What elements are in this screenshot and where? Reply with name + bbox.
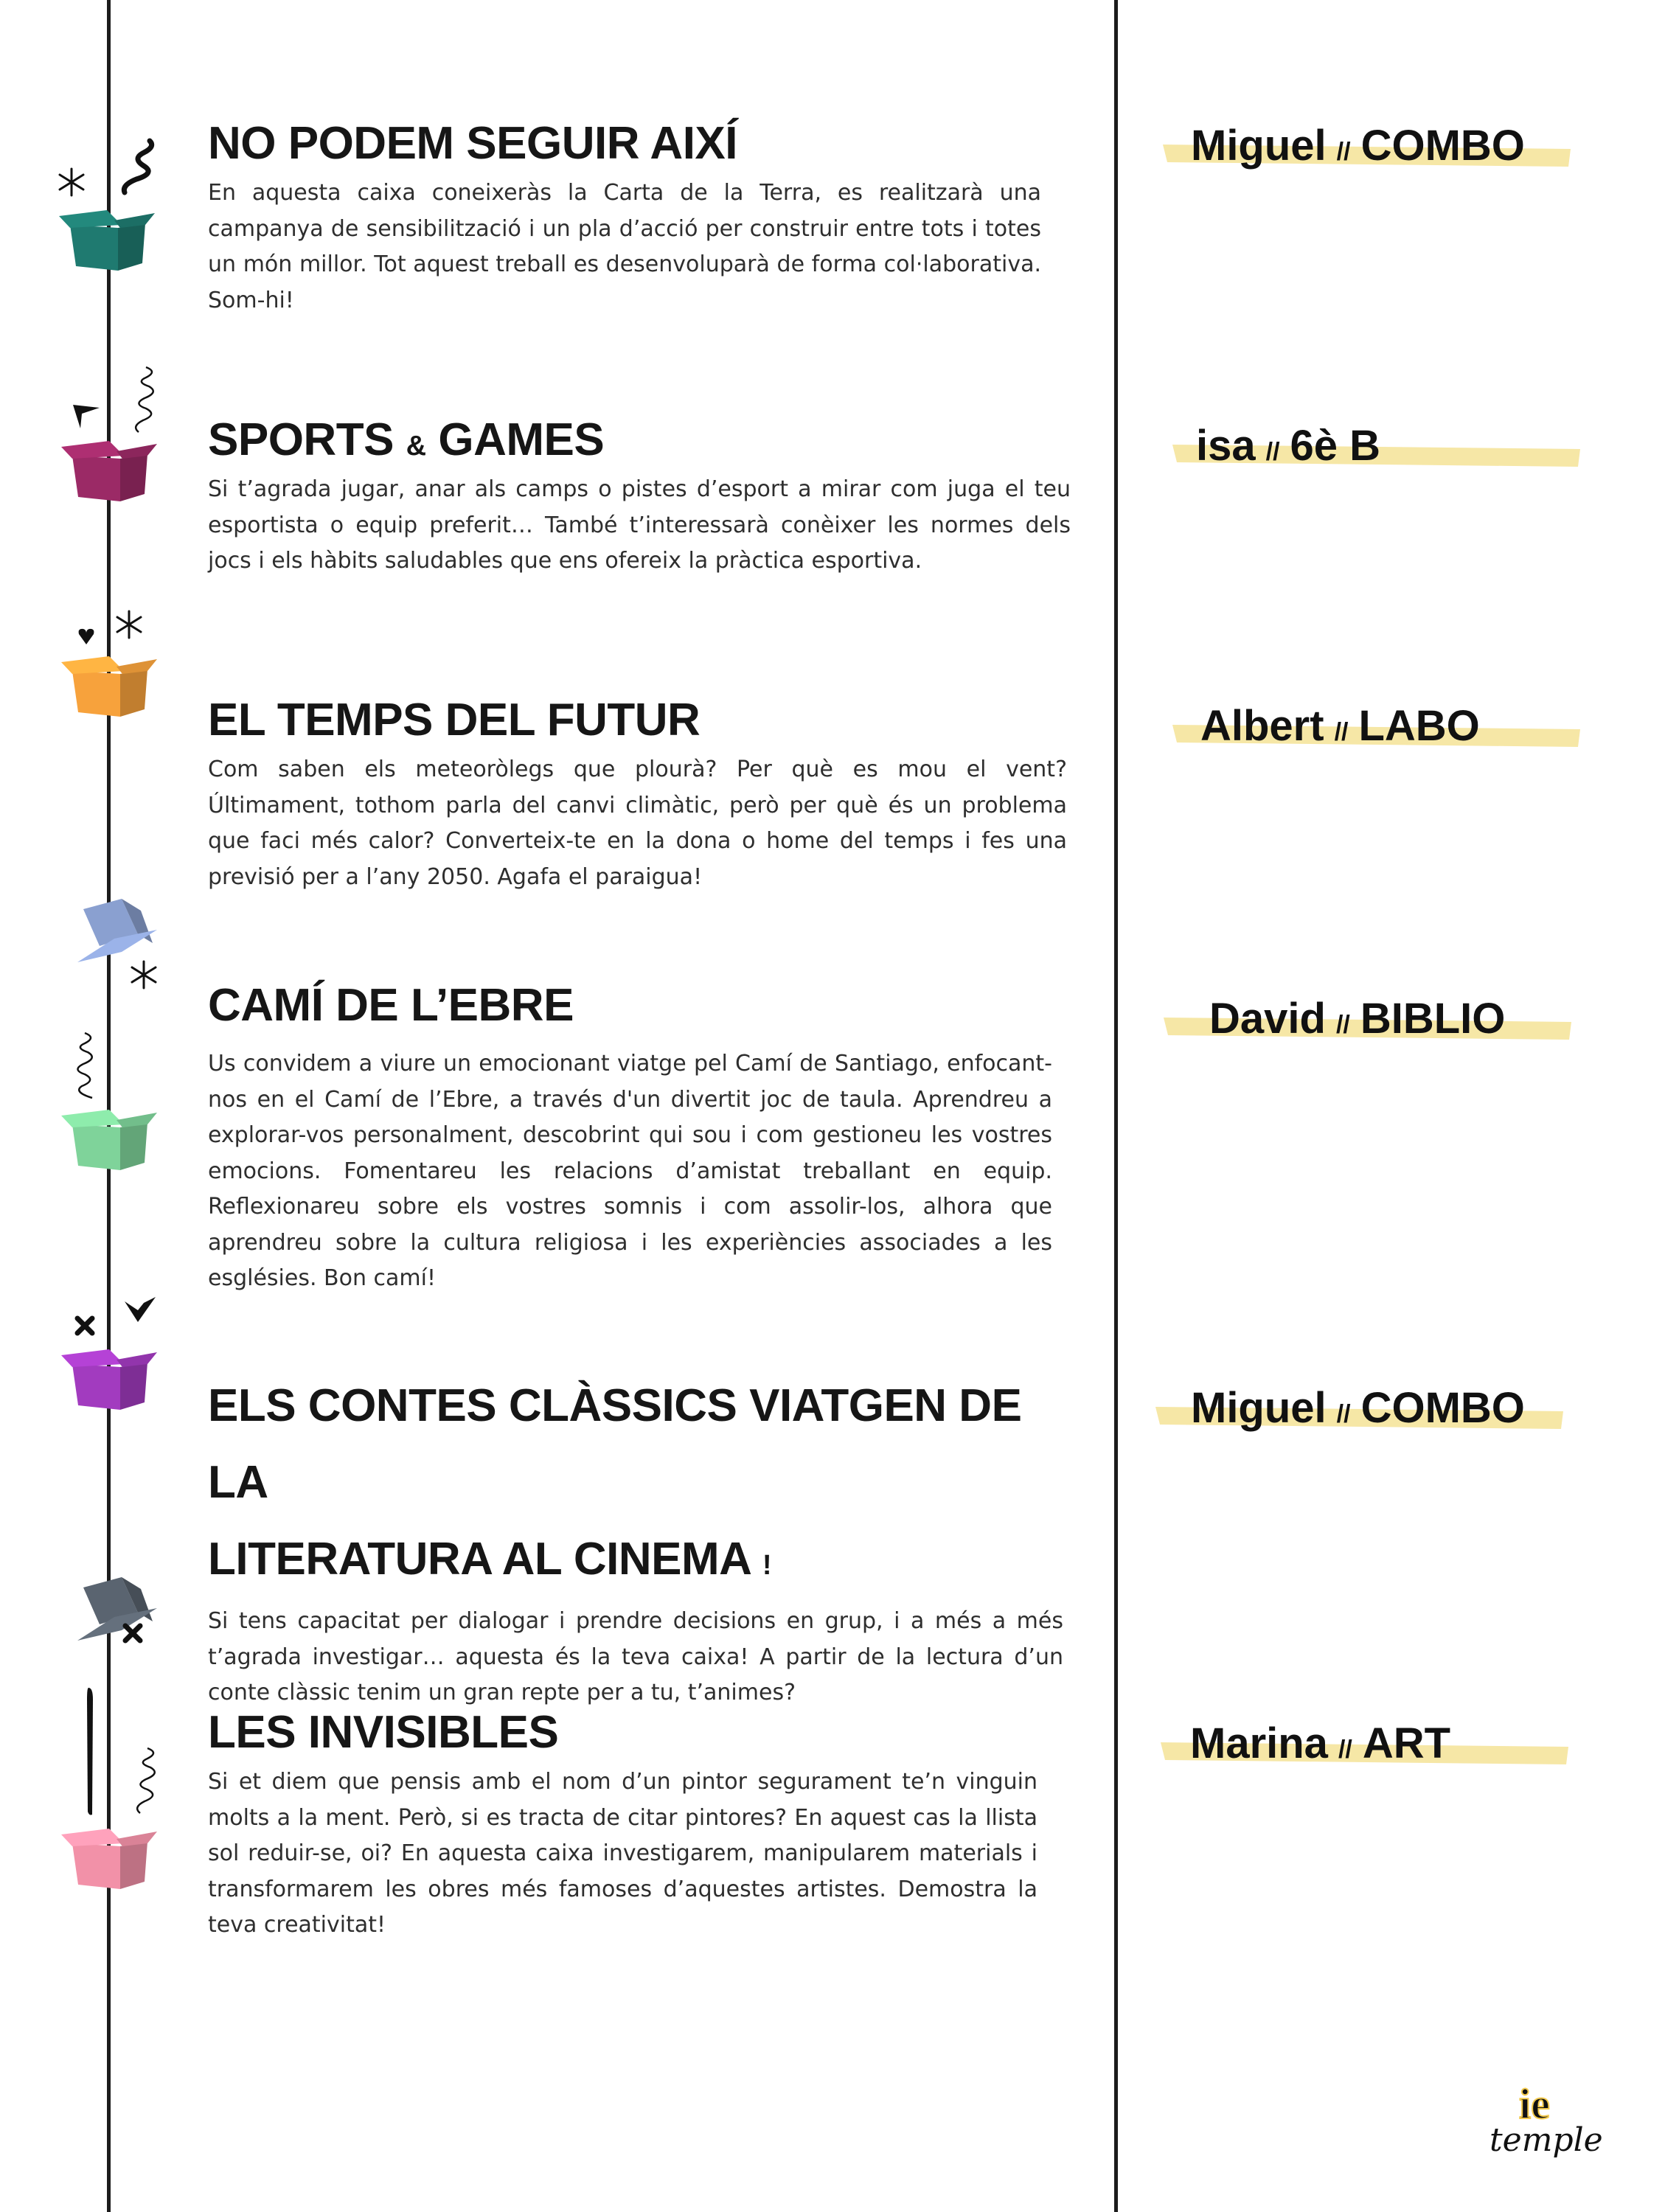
title-line: ELS CONTES CLÀSSICS VIATGEN DE LA <box>208 1380 1022 1508</box>
logo-bottom-text: temple <box>1490 2121 1603 2159</box>
loop-doodle-icon <box>124 363 161 437</box>
section-sports-games <box>208 413 1071 580</box>
tilted-box-icon <box>70 1567 166 1655</box>
separator: // <box>1335 1011 1350 1039</box>
section-cami-de-lebre <box>208 978 1052 1297</box>
section-title <box>208 413 1071 467</box>
title-ampersand: & <box>406 431 426 462</box>
check-doodle-icon <box>122 1294 159 1325</box>
open-box-icon <box>58 1102 161 1176</box>
squiggle-doodle-icon <box>114 136 159 195</box>
separator: // <box>1338 1736 1352 1764</box>
section-el-temps-del-futur <box>208 693 1067 895</box>
separator: // <box>1336 138 1351 166</box>
section-title: LES INVISIBLES <box>208 1707 559 1758</box>
cross-doodle-icon <box>74 1315 96 1337</box>
exclamation-stroke-doodle-icon <box>81 1685 100 1818</box>
ie-temple-logo <box>1490 2083 1622 2171</box>
asterisk-doodle-icon <box>55 166 88 198</box>
asterisk-doodle-icon <box>113 608 145 641</box>
teacher-name: David <box>1209 995 1326 1043</box>
teacher-name: Albert <box>1200 702 1324 750</box>
cross-doodle-icon <box>122 1622 144 1644</box>
triangle-doodle-icon <box>70 402 102 431</box>
separator: // <box>1336 1400 1351 1428</box>
separator: // <box>1334 718 1349 746</box>
section-description: En aquesta caixa coneixeràs la Carta de la Terra, es realitzarà una campanya de sensibilització i un pla d’acció per construir entre tots i totes un món millor. Tot aquest treball es desenvoluparà de forma col·laborativa. Som-hi! <box>208 180 1041 313</box>
loop-doodle-icon <box>125 1744 162 1818</box>
heart-doodle-icon <box>77 627 95 646</box>
section-title: NO PODEM SEGUIR AIXÍ <box>208 118 738 169</box>
title-part: SPORTS <box>208 414 394 465</box>
place-name: 6è B <box>1290 422 1381 470</box>
place-name: LABO <box>1358 702 1480 750</box>
asterisk-doodle-icon <box>128 959 160 991</box>
separator: // <box>1265 438 1280 466</box>
open-box-icon <box>58 434 161 507</box>
section-description: Si tens capacitat per dialogar i prendre decisions en grup, i a més a més t’agrada investigar… aquesta és la teva caixa! A partir de la lectura d’un conte clàssic tenim un gran repte per a tu, t’animes? <box>208 1608 1063 1705</box>
place-name: BIBLIO <box>1360 995 1506 1043</box>
title-line: LITERATURA AL CINEMA <box>208 1534 751 1585</box>
section-description: Us convidem a viure un emocionant viatge pel Camí de Santiago, enfocant-nos en el Camí de l’Ebre, a través d'un divertit joc de taula. Aprendreu a explorar-vos personalment, descobrint qui sou i com gestioneu les vostres emocions. Fomentareu les relacions d’amistat treballant en equip. Reflexionareu sobre els vostres somnis i com assolir-los, alhora que aprendreu sobre la cultura religiosa i les experiències associades a les esglésies. Bon camí! <box>208 1051 1052 1292</box>
logo-top-text: ie <box>1519 2083 1550 2128</box>
place-name: ART <box>1362 1719 1451 1767</box>
title-part: GAMES <box>438 414 605 465</box>
section-title: EL TEMPS DEL FUTUR <box>208 695 701 745</box>
open-box-icon <box>55 203 159 276</box>
section-les-invisibles <box>208 1705 1037 1944</box>
title-mark: ! <box>762 1550 771 1581</box>
section-description: Si et diem que pensis amb el nom d’un pintor segurament te’n vinguin molts a la ment. Però, si es tracta de citar pintores? En aquest cas la llista sol reduir-se, oi? En aquesta caixa investigarem, manipularem materials i transformarem les obres més famoses d’aquestes artistes. Demostra la teva creativitat! <box>208 1769 1037 1938</box>
section-description: Com saben els meteoròlegs que plourà? Per què es mou el vent? Últimament, tothom parla del canvi climàtic, però per què és un problema que faci més calor? Converteix-te en la dona o home del temps i fes una previsió per a l’any 2050. Agafa el paraigua! <box>208 757 1067 890</box>
section-title: CAMÍ DE L’EBRE <box>208 980 574 1031</box>
section-no-podem-seguir-aixi <box>208 116 1041 319</box>
open-box-icon <box>58 1342 161 1416</box>
section-description: Si t’agrada jugar, anar als camps o pistes d’esport a mirar com juga el teu esportista o equip preferit… També t’interessarà conèixer les normes dels jocs i els hàbits saludables que ens ofereix la pràctica esportiva. <box>208 476 1071 574</box>
teacher-name: Miguel <box>1191 122 1327 170</box>
column-divider <box>1114 0 1118 2212</box>
place-name: COMBO <box>1360 122 1525 170</box>
place-name: COMBO <box>1360 1384 1525 1432</box>
open-box-icon <box>58 1821 161 1895</box>
section-title <box>208 1368 1063 1604</box>
teacher-name: Marina <box>1190 1719 1328 1767</box>
loop-doodle-icon <box>70 1029 107 1102</box>
teacher-name: Miguel <box>1191 1384 1327 1432</box>
section-els-contes-classics <box>208 1368 1063 1711</box>
teacher-name: isa <box>1196 422 1256 470</box>
open-box-icon <box>58 649 161 723</box>
